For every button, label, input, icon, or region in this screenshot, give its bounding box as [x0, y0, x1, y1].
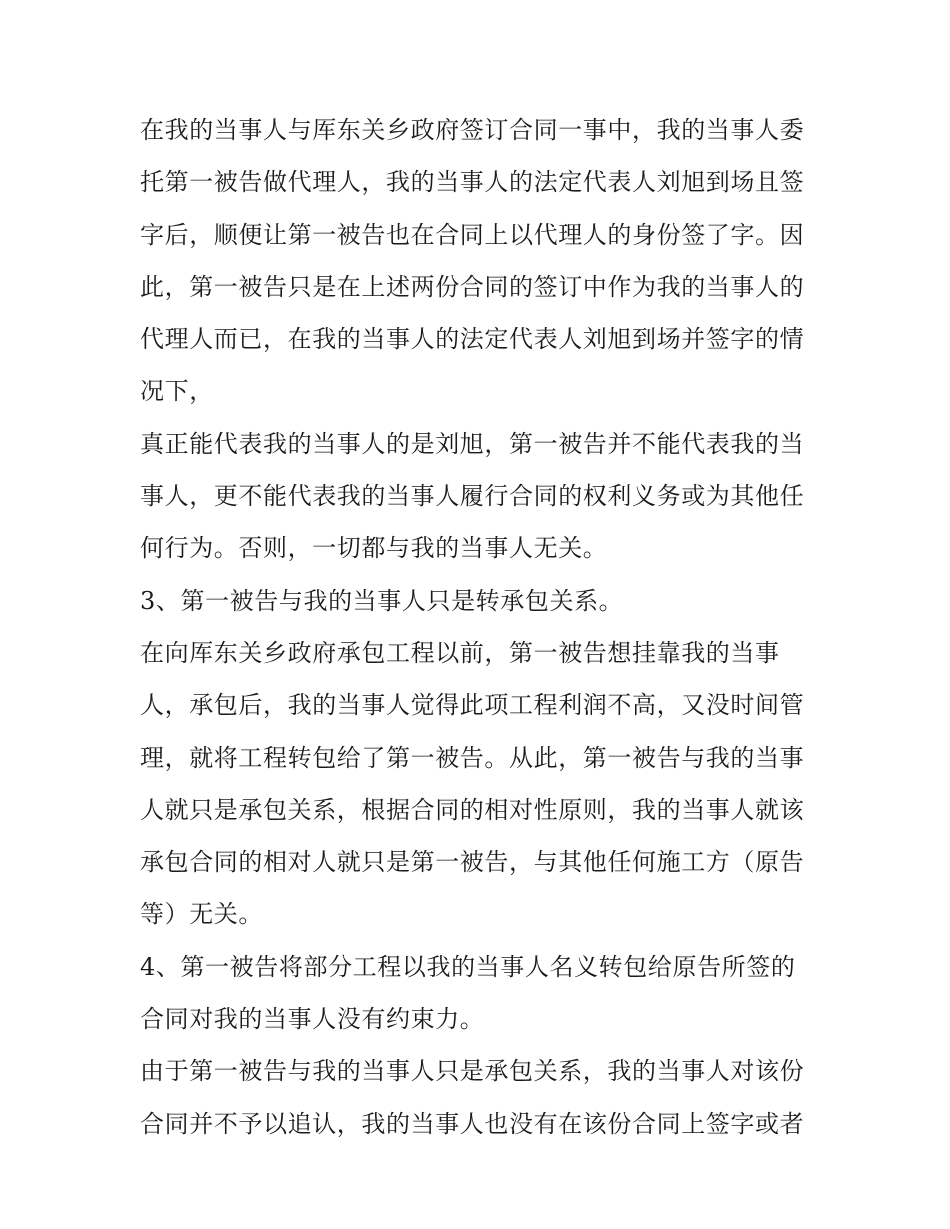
text-line: 理，就将工程转包给了第一被告。从此，第一被告与我的当事 — [140, 743, 805, 772]
text-line: 合同对我的当事人没有约束力。 — [140, 1005, 485, 1034]
text-line: 人，承包后，我的当事人觉得此项工程利润不高，又没时间管 — [140, 691, 805, 720]
text-line: 由于第一被告与我的当事人只是承包关系，我的当事人对该份 — [140, 1057, 805, 1086]
text-line: 等）无关。 — [140, 900, 263, 929]
text-line: 此，第一被告只是在上述两份合同的签订中作为我的当事人的 — [140, 272, 805, 301]
document-body — [140, 104, 820, 1150]
text-line: 合同并不予以追认，我的当事人也没有在该份合同上签字或者 — [140, 1109, 805, 1138]
text-line: 承包合同的相对人就只是第一被告，与其他任何施工方（原告 — [140, 848, 805, 877]
text-line: 事人，更不能代表我的当事人履行合同的权利义务或为其他任 — [140, 482, 805, 511]
text-line: 况下， — [140, 377, 214, 406]
section-heading-4: 4、第一被告将部分工程以我的当事人名义转包给原告所签的 — [140, 952, 796, 981]
text-line: 在向厍东关乡政府承包工程以前，第一被告想挂靠我的当事 — [140, 638, 780, 667]
text-line: 托第一被告做代理人，我的当事人的法定代表人刘旭到场且签 — [140, 168, 805, 197]
text-line: 人就只是承包关系，根据合同的相对性原则，我的当事人就该 — [140, 795, 805, 824]
text-line: 字后，顺便让第一被告也在合同上以代理人的身份签了字。因 — [140, 220, 805, 249]
text-line: 在我的当事人与厍东关乡政府签订合同一事中，我的当事人委 — [140, 116, 805, 144]
text-line: 何行为。否则，一切都与我的当事人无关。 — [140, 534, 608, 563]
text-line: 代理人而已，在我的当事人的法定代表人刘旭到场并签字的情 — [140, 325, 805, 354]
text-line: 真正能代表我的当事人的是刘旭，第一被告并不能代表我的当 — [140, 429, 805, 458]
section-heading-3: 3、第一被告与我的当事人只是转承包关系。 — [140, 586, 624, 615]
